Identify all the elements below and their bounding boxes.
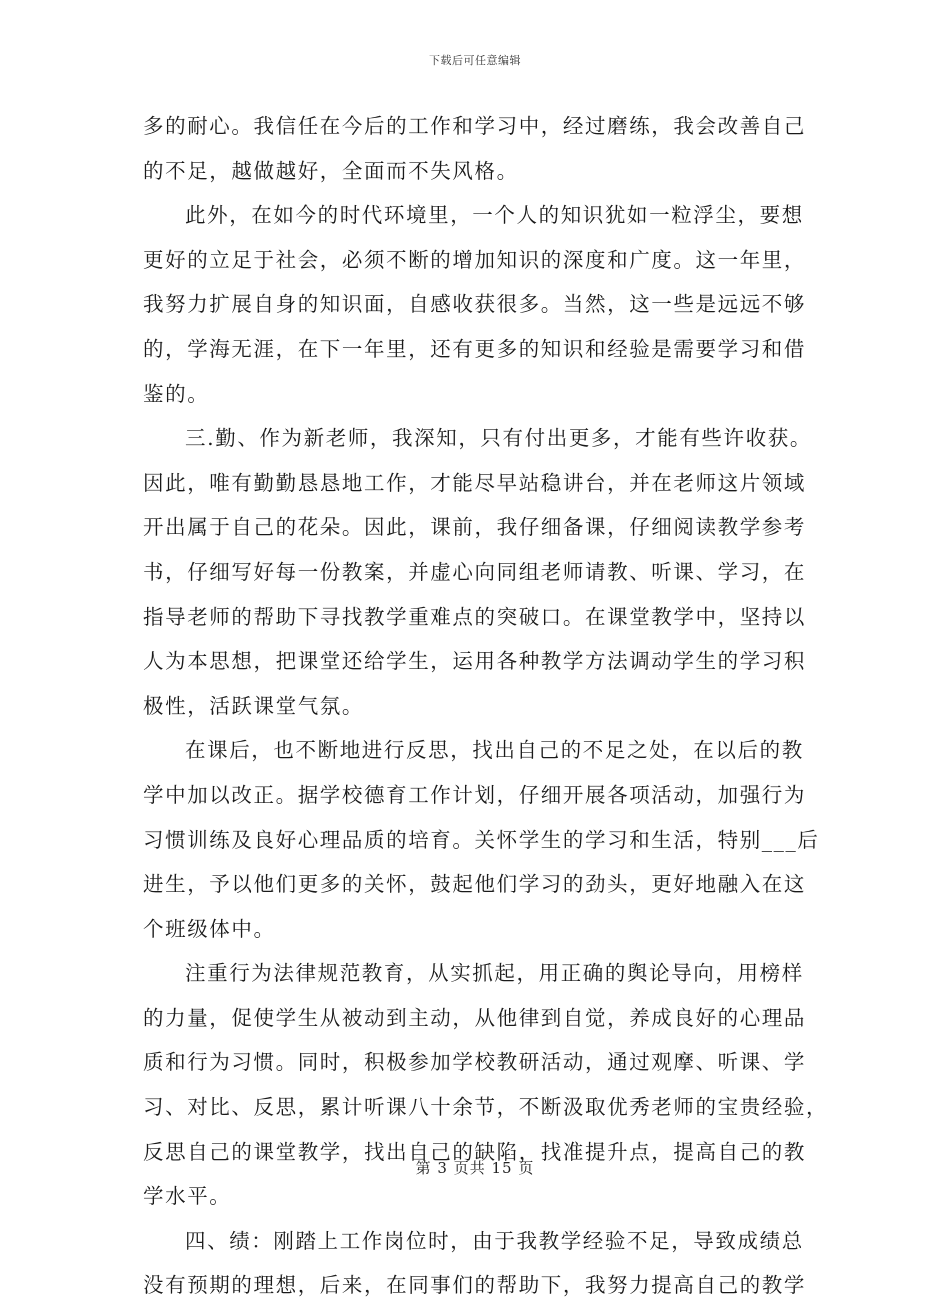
- text-line: 多的耐心。我信任在今后的工作和学习中，经过磨练，我会改善自己: [143, 114, 806, 138]
- page-footer: 第 3 页共 15 页: [415, 1159, 535, 1177]
- text-line: 学中加以改正。据学校德育工作计划，仔细开展各项活动，加强行为: [143, 782, 806, 807]
- text-line: 四、绩：刚踏上工作岗位时，由于我教学经验不足，导致成绩总: [185, 1228, 804, 1253]
- text-line: 因此，唯有勤勤恳恳地工作，才能尽早站稳讲台，并在老师这片领域: [143, 470, 806, 495]
- text-line: 的力量，促使学生从被动到主动，从他律到自觉，养成良好的心理品: [143, 1005, 806, 1030]
- text-line: 在课后，也不断地进行反思，找出自己的不足之处，在以后的教: [185, 738, 804, 763]
- text-line: 习惯训练及良好心理品质的培育。关怀学生的学习和生活，特别___后: [143, 827, 820, 852]
- page-header: 下载后可任意编辑: [429, 54, 521, 67]
- text-line: 指导老师的帮助下寻找教学重难点的突破口。在课堂教学中，坚持以: [143, 604, 806, 629]
- text-line: 的，学海无涯，在下一年里，还有更多的知识和经验是需要学习和借: [143, 336, 806, 361]
- text-line: 个班级体中。: [143, 916, 276, 941]
- document-body: [143, 104, 829, 1308]
- text-line: 学水平。: [143, 1184, 232, 1209]
- text-line: 更好的立足于社会，必须不断的增加知识的深度和广度。这一年里，: [143, 247, 806, 272]
- text-line: 极性，活跃课堂气氛。: [143, 693, 364, 718]
- text-line: 三.勤、作为新老师，我深知，只有付出更多，才能有些许收获。: [185, 426, 812, 451]
- text-line: 鉴的。: [143, 381, 210, 406]
- text-line: 书，仔细写好每一份教案，并虚心向同组老师请教、听课、学习，在: [143, 559, 806, 584]
- text-line: 进生，予以他们更多的关怀，鼓起他们学习的劲头，更好地融入在这: [143, 872, 806, 897]
- text-line: 开出属于自己的花朵。因此，课前，我仔细备课，仔细阅读教学参考: [143, 515, 806, 540]
- text-line: 的不足，越做越好，全面而不失风格。: [143, 158, 519, 183]
- text-line: 我努力扩展自身的知识面，自感收获很多。当然，这一些是远远不够: [143, 292, 806, 317]
- text-line: 习、对比、反思，累计听课八十余节，不断汲取优秀老师的宝贵经验，: [143, 1095, 829, 1120]
- text-line: 质和行为习惯。同时，积极参加学校教研活动，通过观摩、听课、学: [143, 1050, 806, 1075]
- text-line: 没有预期的理想，后来，在同事们的帮助下，我努力提高自己的教学: [143, 1273, 806, 1298]
- text-line: 人为本思想，把课堂还给学生，运用各种教学方法调动学生的学习积: [143, 649, 806, 674]
- text-line: 反思自己的课堂教学，找出自己的缺陷，找准提升点，提高自己的教: [143, 1139, 806, 1164]
- text-line: 注重行为法律规范教育，从实抓起，用正确的舆论导向，用榜样: [185, 961, 804, 986]
- text-line: 此外，在如今的时代环境里，一个人的知识犹如一粒浮尘，要想: [185, 203, 804, 228]
